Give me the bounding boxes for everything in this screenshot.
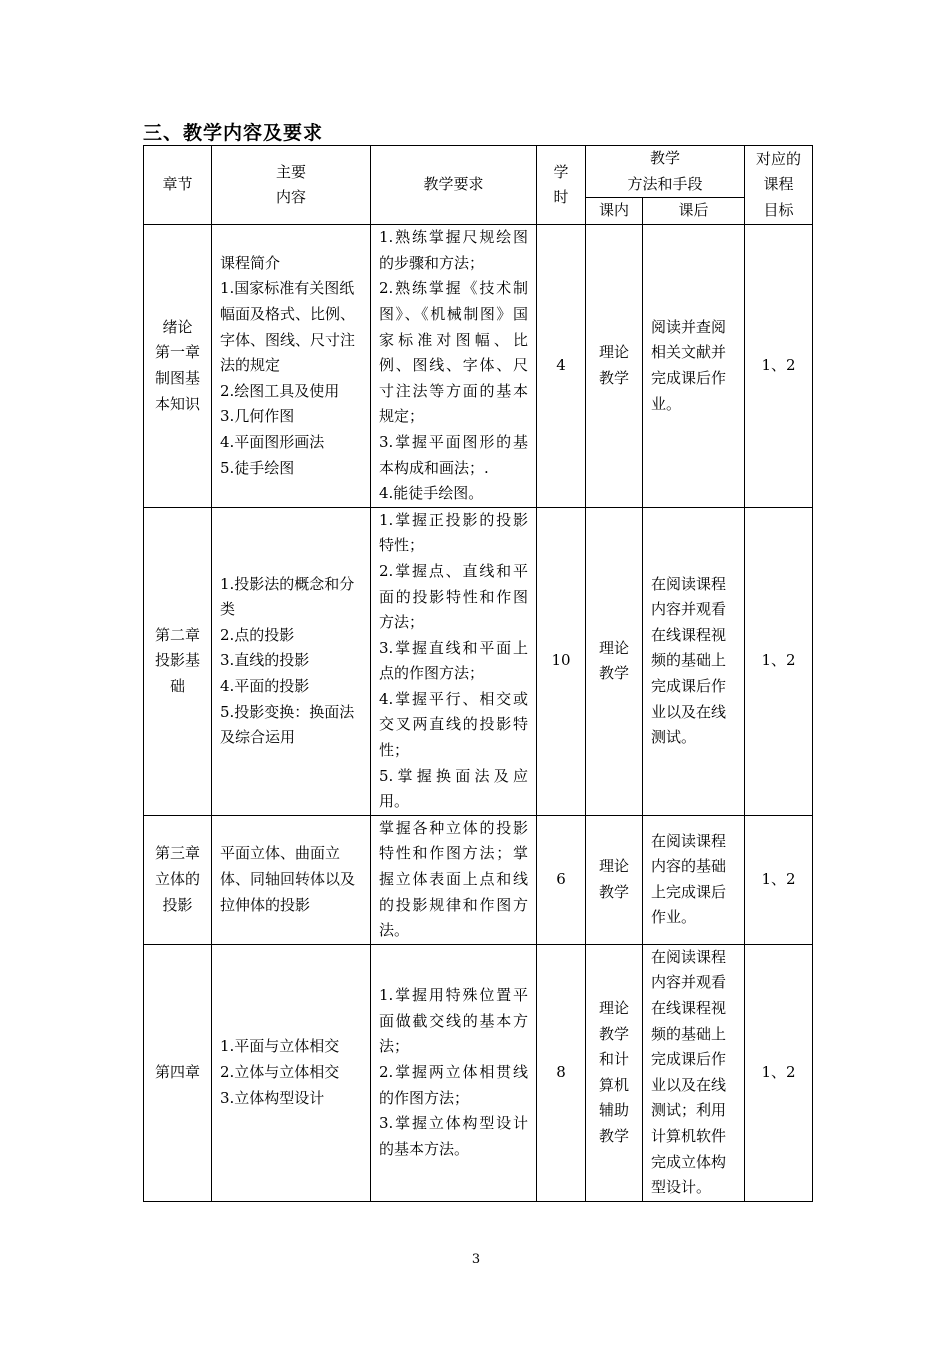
header-requirements: 教学要求 (371, 146, 537, 225)
teaching-content-table (143, 145, 813, 1202)
requirement-line: 1.熟练掌握尺规绘图的步骤和方法； (379, 228, 528, 272)
chapter-line: 制图基 (154, 368, 200, 387)
page-number: 3 (471, 1252, 481, 1267)
content-line: 1.平面与立体相交 (220, 1037, 340, 1056)
requirements-cell (371, 225, 537, 508)
content-line: 2.点的投影 (220, 625, 295, 644)
in-class-line: 教学 (598, 664, 629, 683)
header-objectives (745, 146, 813, 225)
content-line: 3.立体构型设计 (220, 1088, 325, 1107)
header-hours-line: 时 (553, 188, 569, 207)
header-hours-line: 学 (553, 162, 569, 181)
requirement-line: 4.能徒手绘图。 (379, 484, 484, 503)
chapter-line: 本知识 (154, 394, 200, 413)
in-class-line: 教学 (598, 1127, 629, 1145)
header-methods-line: 方法和手段 (627, 174, 703, 193)
chapter-line: 第二章 (154, 625, 200, 644)
hours-cell: 4 (537, 225, 586, 508)
hours-cell: 10 (537, 507, 586, 815)
requirement-line: 1.掌握正投影的投影特性； (379, 510, 528, 555)
after-class-cell: 在阅读课程内容并观看在线课程视频的基础上完成课后作业以及在线测试。 (643, 507, 745, 815)
in-class-line: 和计 (598, 1050, 629, 1069)
header-methods (586, 146, 745, 198)
requirement-line: 3.掌握直线和平面上点的作图方法； (379, 638, 528, 683)
chapter-cell (144, 225, 212, 508)
header-hours (537, 146, 586, 225)
after-class-cell: 在阅读课程内容并观看在线课程视频的基础上完成课后作业以及在线测试；利用计算机软件完成立体构型设计。 (643, 944, 745, 1201)
chapter-line: 础 (169, 677, 185, 696)
content-line: 2.绘图工具及使用 (220, 381, 340, 400)
objectives-cell: 1、2 (745, 944, 813, 1201)
objectives-cell: 1、2 (745, 507, 813, 815)
content-cell (212, 507, 371, 815)
in-class-line: 理论 (598, 857, 629, 876)
in-class-cell (586, 944, 643, 1201)
requirement-line: 3.掌握立体构型设计的基本方法。 (379, 1114, 528, 1158)
in-class-line: 辅助 (598, 1101, 629, 1120)
chapter-line: 第一章 (154, 343, 200, 362)
content-cell (212, 944, 371, 1201)
chapter-cell (144, 507, 212, 815)
in-class-line: 教学 (598, 368, 629, 387)
in-class-cell (586, 507, 643, 815)
content-line: 课程简介 (220, 253, 281, 272)
hours-cell: 8 (537, 944, 586, 1201)
content-line: 1.国家标准有关图纸幅面及格式、比例、字体、图线、尺寸注法的规定 (220, 279, 356, 375)
header-objectives-line: 对应的 (756, 149, 802, 168)
content-line: 3.直线的投影 (220, 651, 310, 670)
header-main-content-line: 主要 (275, 162, 306, 181)
hours-cell: 6 (537, 815, 586, 944)
chapter-line: 第三章 (154, 844, 200, 863)
content-line: 1.投影法的概念和分类 (220, 574, 355, 619)
header-chapter: 章节 (144, 146, 212, 225)
requirements-cell (371, 944, 537, 1201)
objectives-cell: 1、2 (745, 815, 813, 944)
in-class-cell (586, 815, 643, 944)
header-objectives-line: 课程 (763, 175, 794, 194)
in-class-cell (586, 225, 643, 508)
content-line: 3.几何作图 (220, 407, 295, 426)
content-line: 2.立体与立体相交 (220, 1063, 340, 1082)
after-class-cell: 在阅读课程内容的基础上完成课后作业。 (643, 815, 745, 944)
chapter-line: 投影基 (154, 651, 200, 670)
content-line: 4.平面的投影 (220, 677, 310, 696)
content-cell: 平面立体、曲面立体、同轴回转体以及拉伸体的投影 (212, 815, 371, 944)
in-class-line: 理论 (598, 343, 629, 362)
in-class-line: 教学 (598, 1024, 629, 1043)
chapter-line: 绪论 (162, 317, 193, 336)
requirement-line: 5.掌握换面法及应用。 (379, 766, 528, 811)
header-in-class: 课内 (586, 198, 643, 225)
objectives-cell: 1、2 (745, 225, 813, 508)
content-cell (212, 225, 371, 508)
requirements-cell (371, 507, 537, 815)
requirement-line: 2.熟练掌握《技术制图》、《机械制图》国家标准对图幅、比例、图线、字体、尺寸注法等方面的基本规定； (379, 279, 528, 426)
table-header-row (144, 146, 813, 198)
in-class-line: 教学 (598, 882, 629, 901)
content-line: 5.投影变换：换面法及综合运用 (220, 702, 355, 747)
header-after-class: 课后 (643, 198, 745, 225)
header-objectives-line: 目标 (763, 200, 794, 219)
content-line: 5.徒手绘图 (220, 458, 295, 477)
requirement-line: 3.掌握平面图形的基本构成和画法；. (379, 432, 528, 477)
chapter-cell: 第四章 (144, 944, 212, 1201)
requirement-line: 4.掌握平行、相交或交叉两直线的投影特性； (379, 689, 528, 760)
requirement-line: 2.掌握两立体相贯线的作图方法； (379, 1063, 528, 1107)
in-class-line: 理论 (598, 999, 629, 1018)
header-main-content (212, 146, 371, 225)
table-row (144, 815, 813, 944)
table-row (144, 507, 813, 815)
requirement-line: 2.掌握点、直线和平面的投影特性和作图方法； (379, 561, 528, 632)
in-class-line: 理论 (598, 638, 629, 657)
chapter-line: 投影 (162, 895, 193, 914)
table-row (144, 944, 813, 1201)
requirement-line: 1.掌握用特殊位置平面做截交线的基本方法； (379, 986, 528, 1056)
table-row (144, 225, 813, 508)
requirements-cell: 掌握各种立体的投影特性和作图方法；掌握立体表面上点和线的投影规律和作图方法。 (371, 815, 537, 944)
chapter-cell (144, 815, 212, 944)
after-class-cell: 阅读并查阅相关文献并完成课后作业。 (643, 225, 745, 508)
header-methods-line: 教学 (650, 149, 681, 167)
header-main-content-line: 内容 (275, 188, 306, 207)
chapter-line: 立体的 (154, 870, 200, 889)
in-class-line: 算机 (598, 1075, 629, 1094)
content-line: 4.平面图形画法 (220, 432, 325, 451)
section-title: 三、教学内容及要求 (143, 122, 324, 144)
